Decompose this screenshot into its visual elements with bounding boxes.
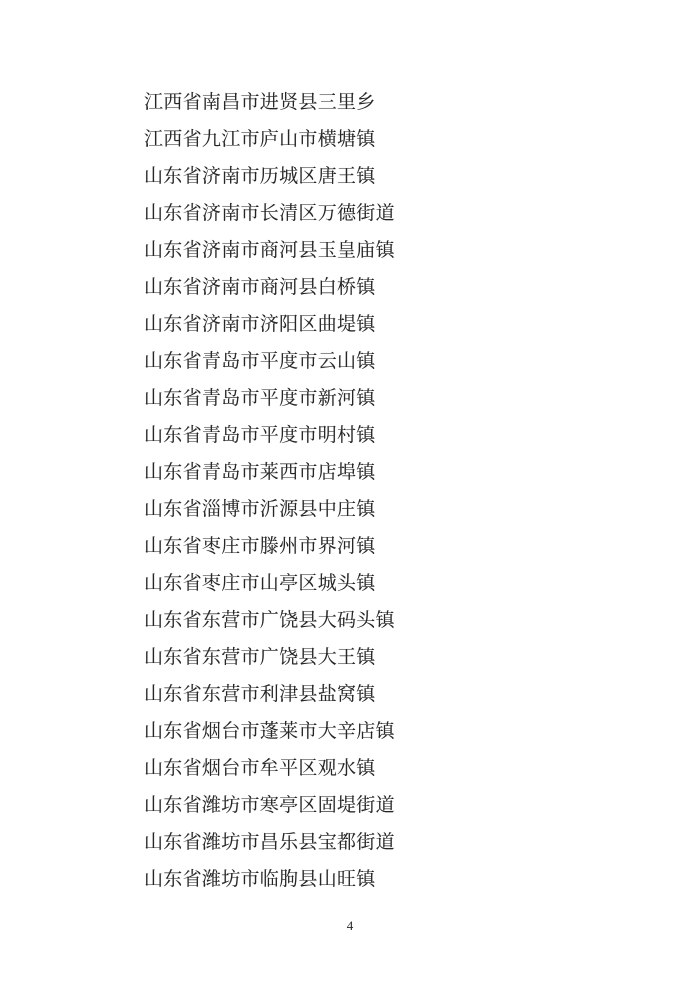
address-line: 山东省青岛市平度市云山镇 [144, 351, 376, 372]
address-line: 山东省烟台市牟平区观水镇 [144, 758, 376, 779]
address-line: 山东省济南市商河县玉皇庙镇 [144, 240, 395, 261]
address-line: 山东省潍坊市临朐县山旺镇 [144, 869, 376, 890]
address-line: 山东省青岛市莱西市店埠镇 [144, 462, 376, 483]
page-footer [0, 917, 700, 935]
address-line: 江西省九江市庐山市横塘镇 [144, 129, 376, 150]
address-line: 山东省济南市历城区唐王镇 [144, 166, 376, 187]
address-line: 山东省潍坊市寒亭区固堤街道 [144, 795, 395, 816]
address-line: 山东省济南市商河县白桥镇 [144, 277, 376, 298]
address-line: 山东省枣庄市山亭区城头镇 [144, 573, 376, 594]
address-line: 山东省东营市广饶县大码头镇 [144, 610, 395, 631]
address-line: 山东省济南市长清区万德街道 [144, 203, 395, 224]
address-line: 山东省东营市广饶县大王镇 [144, 647, 376, 668]
address-line: 山东省青岛市平度市明村镇 [144, 425, 376, 446]
address-line: 山东省枣庄市滕州市界河镇 [144, 536, 376, 557]
address-list [144, 84, 660, 898]
address-line: 山东省烟台市蓬莱市大辛店镇 [144, 721, 395, 742]
address-line: 山东省济南市济阳区曲堤镇 [144, 314, 376, 335]
address-line: 山东省青岛市平度市新河镇 [144, 388, 376, 409]
address-line: 山东省淄博市沂源县中庄镇 [144, 499, 376, 520]
page-number: 4 [346, 918, 354, 933]
address-line: 山东省潍坊市昌乐县宝都街道 [144, 832, 395, 853]
address-line: 江西省南昌市进贤县三里乡 [144, 92, 376, 113]
address-line: 山东省东营市利津县盐窝镇 [144, 684, 376, 705]
